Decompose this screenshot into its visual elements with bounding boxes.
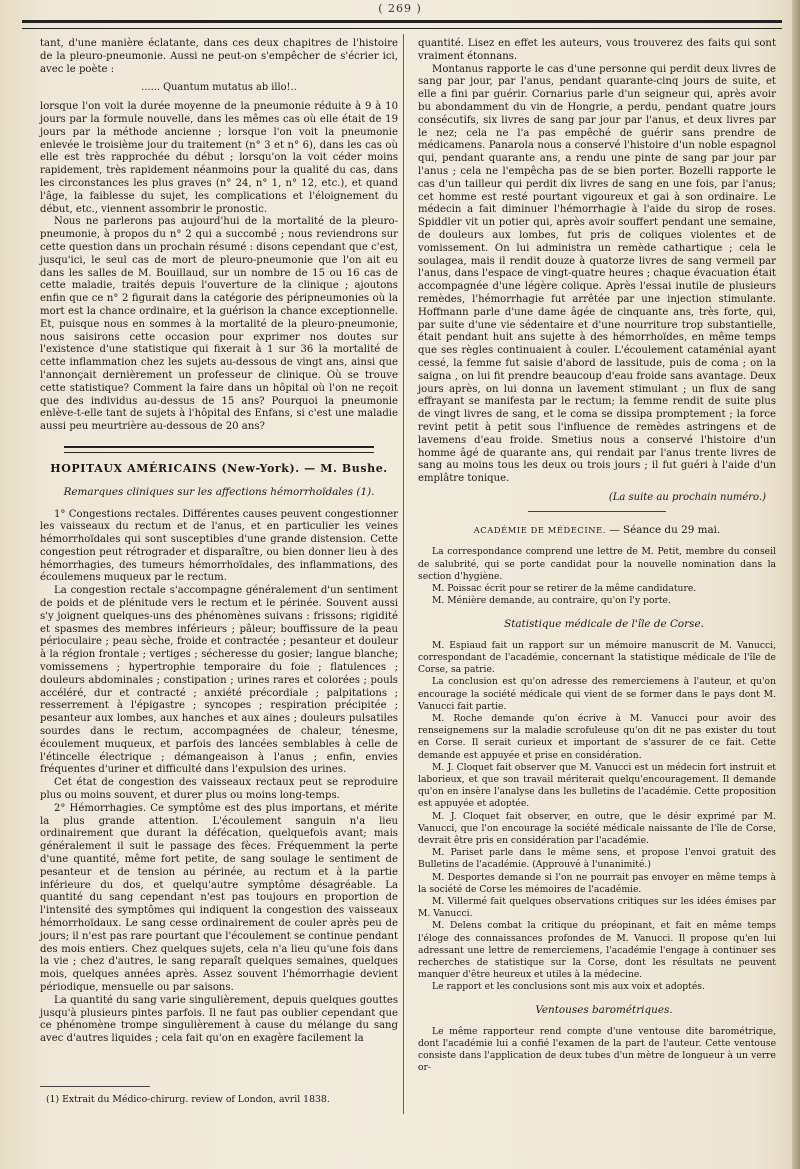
page-number: ( 269 ) bbox=[378, 2, 422, 15]
paragraph: M. Villermé fait quelques observations critiques sur les idées émises par M. Vanucci. bbox=[418, 895, 776, 920]
paragraph: tant, d'une manière éclatante, dans ces deux chapitres de l'histoire de la pleuro-pneumonie. Aussi ne peut-on s'empêcher de s'écrier ici, avec le poète : bbox=[40, 38, 398, 75]
separator-rule bbox=[528, 511, 666, 512]
left-column bbox=[40, 38, 398, 1046]
paragraph: M. Roche demande qu'on écrive à M. Vanucci pour avoir des renseignemens sur la maladie scrofuleuse qu'on dit ne pas exister du tout en Corse. Il serait curieux et important de s'assurer de ce fait. Cette demande est appuyée et prise en considération. bbox=[418, 712, 776, 761]
page-edge bbox=[792, 0, 800, 1169]
paragraph: La congestion rectale s'accompagne généralement d'un sentiment de poids et de plénitude vers le rectum et le périnée. Souvent aussi s'y joignent quelques-uns des phénomènes suivans : frissons; rigidité et spasmes des membres inférieurs ; pâleur; bouffissure de la peau périoculaire ; peau sèche, froide et contractée ; pesanteur et douleur à la région frontale ; vertiges ; sécheresse du gosier; langue blanche; vomissemens ; hypertrophie temporaire du foie ; flatulences ; douleurs abdominales ; constipation ; urines rares et colorées ; pouls accéléré, dur et contracté ; anxiété précordiale ; palpitations ; resserrement à l'épigastre ; syncopes ; respiration précipitée ; pesanteur aux lombes, aux hanches et aux aines ; douleurs pulsatiles sourdes dans le rectum, accompagnées de chaleur, ténesme, écoulement muqueux, et parfois des lancées semblables à celle de l'étincelle électrique ; démangeaison à l'anus ; enfin, envies fréquentes d'uriner et difficulté dans l'expulsion des urines. bbox=[40, 585, 398, 776]
article-subtitle: Remarques cliniques sur les affections hémorrhoïdales (1). bbox=[63, 485, 375, 498]
verse-quote: ...... Quantum mutatus ab illo!.. bbox=[141, 82, 297, 94]
paragraph: La conclusion est qu'on adresse des remerciemens à l'auteur, et qu'on encourage la société médicale qui vient de se former dans le pays dont M. Vanucci fait partie. bbox=[418, 676, 776, 712]
footnote: (1) Extrait du Médico-chirurg. review of London, avril 1838. bbox=[46, 1094, 330, 1105]
continued-note: (La suite au prochain numéro.) bbox=[608, 491, 766, 503]
paragraph: M. Desportes demande si l'on ne pourrait pas envoyer en même temps à la société de Corse les mémoires de l'académie. bbox=[418, 871, 776, 895]
subsection-title: Statistique médicale de l'île de Corse. bbox=[504, 617, 704, 630]
paragraph: M. Espiaud fait un rapport sur un mémoire manuscrit de M. Vanucci, correspondant de l'académie, concernant la statistique médicale de l'île de Corse, sa patrie. bbox=[418, 639, 776, 676]
paragraph: Cet état de congestion des vaisseaux rectaux peut se reproduire plus ou moins souvent, et durer plus ou moins long-temps. bbox=[40, 777, 398, 802]
paragraph: lorsque l'on voit la durée moyenne de la pneumonie réduite à 9 à 10 jours par la formule nouvelle, dans les mêmes cas où elle était de 19 jours par la méthode ancienne ; lorsque l'on voit la pneumonie enlevée le troisième jour du traitement (n° 3 et n° 6), dans les cas où elle est très rapprochée du début ; lorsqu'on la voit céder moins rapidement, très rapidement néanmoins pour la qualité du cas, dans les circonstances les plus graves (n° 24, n° 1, n° 12, etc.), et quand l'âge, la faiblesse du sujet, les complications et l'éloignement du début, etc., viennent assombrir le pronostic. bbox=[40, 101, 398, 215]
academy-name: ACADÉMIE DE MÉDECINE. bbox=[473, 524, 606, 535]
paragraph: 2° Hémorrhagies. Ce symptôme est des plus importans, et mérite la plus grande attention. L'écoulement sanguin n'a lieu ordinairement que durant la défécation, quelquefois avant; mais généralement il suit le passage des fèces. Fréquemment la perte d'une quantité, même fort petite, de sang soulage le sentiment de pesanteur et de tension au périnée, au rectum et à la partie inférieure du dos, et quelqu'autre symptôme désagréable. La quantité du sang cependant n'est pas toujours en proportion de l'intensité des symptômes qui indiquent la congestion des vaisseaux hémorrhoïdaux. Le sang cesse ordinairement de couler après peu de jours; il n'est pas rare pourtant que l'écoulement se continue pendant des mois entiers. Chez quelques sujets, cela n'a lieu qu'une fois dans la vie ; chez d'autres, le sang reparaît quelques semaines, quelques mois, quelques années après. Assez souvent l'hémorrhagie devient périodique, mensuelle ou par saisons. bbox=[40, 802, 398, 993]
paragraph: M. Poissac écrit pour se retirer de la même candidature. bbox=[432, 583, 697, 595]
paragraph: M. J. Cloquet fait observer, en outre, que le désir exprimé par M. Vanucci, que l'on encourage la société médicale naissante de l'île de Corse, devrait être pris en considération par l'académie. bbox=[418, 810, 776, 846]
column-divider bbox=[403, 34, 404, 1114]
paragraph: M. J. Cloquet fait observer que M. Vanucci est un médecin fort instruit et laborieux, et que son travail mériterait quelqu'encouragement. Il demande qu'on en insère l'analyse dans les bulletins de l'académie. Cette proposition est appuyée et adoptée. bbox=[418, 761, 776, 810]
paragraph: La correspondance comprend une lettre de M. Petit, membre du conseil de salubrité, qui se porte candidat pour la nouvelle nomination dans la section d'hygiène. bbox=[418, 546, 776, 582]
section-rule bbox=[64, 446, 374, 453]
academy-session: — Séance du 29 mai. bbox=[609, 523, 721, 536]
section-title: HOPITAUX AMÉRICAINS (New-York). — M. Bushe. bbox=[50, 461, 388, 475]
paragraph: quantité. Lisez en effet les auteurs, vous trouverez des faits qui sont vraiment étonnans. bbox=[418, 38, 776, 62]
paragraph: Le même rapporteur rend compte d'une ventouse dite barométrique, dont l'académie lui a confié l'examen de la part de l'auteur. Cette ventouse consiste dans l'application de deux tubes d'un mètre de longueur à un verre or- bbox=[418, 1025, 776, 1074]
paragraph: Nous ne parlerons pas aujourd'hui de la mortalité de la pleuro-pneumonie, à propos du n° 2 qui a succombé ; nous reviendrons sur cette question dans un prochain résumé : disons cependant que c'est, jusqu'ici, le seul cas de mort de pleuro-pneumonie que l'on ait eu dans les salles de M. Bouillaud, sur un nombre de 15 ou 16 cas de cette maladie, traités depuis l'ouverture de la clinique ; ajoutons enfin que ce n° 2 figurait dans la catégorie des péripneumonies où la mort est la chance ordinaire, et la guérison la chance exceptionnelle. Et, puisque nous en sommes à la mortalité de la pleuro-pneumonie, nous saisirons cette occasion pour exprimer nos doutes sur l'existence d'une statistique qui fixerait à 1 sur 36 la mortalité de cette inflammation chez les sujets au-dessous de vingt ans, ainsi que l'annonçait dernièrement un professeur de clinique. Où se trouve cette statistique? Comment la faire dans un hôpital où l'on ne reçoit que des individus au-dessus de 15 ans? Pourquoi la pneumonie enlève-t-elle tant de sujets à l'hôpital des Enfans, si c'est une maladie aussi peu meurtrière au-dessous de 20 ans? bbox=[40, 216, 398, 433]
paragraph: La quantité du sang varie singulièrement, depuis quelques gouttes jusqu'à plusieurs pintes parfois. Il ne faut pas oublier cependant que ce phénomène trompe singulièrement à cause du mélange du sang avec d'autres liquides ; cela fait qu'on en exagère facilement la bbox=[40, 994, 398, 1045]
right-column bbox=[418, 38, 776, 1075]
paragraph: 1° Congestions rectales. Différentes causes peuvent congestionner les vaisseaux du rectum et de l'anus, et en particulier les veines hémorrhoïdales qui sont susceptibles d'une grande distension. Cette congestion peut rétrograder et disparaître, ou bien donner lieu à des hémorrhagies, des tumeurs hémorrhoïdales, des inflammations, des écoulemens muqueux par le rectum. bbox=[40, 508, 398, 584]
academy-report bbox=[418, 546, 776, 1074]
paragraph: M. Ménière demande, au contraire, qu'on l'y porte. bbox=[432, 595, 671, 607]
paragraph: M. Pariset parle dans le même sens, et propose l'envoi gratuit des Bulletins de l'académie. (Approuvé à l'unanimité.) bbox=[418, 847, 776, 871]
academy-heading bbox=[418, 524, 776, 537]
footnote-rule bbox=[40, 1086, 150, 1087]
header-rule bbox=[22, 20, 782, 29]
paragraph: Le rapport et les conclusions sont mis aux voix et adoptés. bbox=[432, 981, 705, 993]
paragraph: Montanus rapporte le cas d'une personne qui perdit deux livres de sang par jour, par l'anus, pendant quarante-cinq jours de suite, et elle a fini par guérir. Cornarius parle d'un seigneur qui, après avoir bu abondamment du vin de Hongrie, a perdu, pendant quatre jours consécutifs, six livres de sang par jour par l'anus, et deux livres par le nez; cela ne l'a pas empêché de guérir sans prendre de médicamens. Panarola nous a conservé l'histoire d'un noble espagnol qui, pendant quarante ans, a rendu une pinte de sang par jour par l'anus ; cela ne l'empêcha pas de se bien porter. Bozelli rapporte le cas d'un tailleur qui perdit dix livres de sang en une fois, par l'anus; cet homme est resté pourtant vigoureux et gai à son ordinaire. Le médecin a fait diminuer l'hémorrhagie à l'aide du sirop de roses. Spiddler vit un potier qui, après avoir souffert pendant une semaine, de douleurs aux lombes, fut pris de coliques violentes et de vomissement. On lui administra un remède cathartique ; cela le soulagea, mais il rendit douze à quatorze livres de sang vermeil par l'anus, dans l'espace de vingt-quatre heures ; chaque évacuation était accompagnée d'une légère colique. Après l'essai inutile de plusieurs remèdes, l'hémorrhagie fut arrêtée par une injection stimulante. Hoffmann parle d'une dame âgée de cinquante ans, très forte, qui, par suite d'une vie sédentaire et d'une nourriture trop substantielle, était pendant huit ans sujette à des hémorrhoïdes, en même temps que ses règles continuaient à couler. L'écoulement cataménial ayant cessé, la femme fut saisie d'abord de lassitude, puis de coma ; on la saigna , on lui fit prendre beaucoup d'eau froide sans avantage. Deux jours après, on lui donna un lavement stimulant ; un flux de sang effrayant se manifesta par le rectum; la femme rendit de suite plus de vingt livres de sang, et le coma se dissipa promptement ; la force revint petit à petit sous l'influence de remèdes astringens et de lavemens d'eau froide. Smetius nous a conservé l'histoire d'un homme âgé de quarante ans, qui rendait par l'anus trente livres de sang au moins tous les deux ou trois jours ; il fut guéri à l'aide d'un emplâtre tonique. bbox=[418, 63, 776, 485]
subsection-title: Ventouses barométriques. bbox=[535, 1003, 673, 1016]
paragraph: M. Delens combat la critique du préopinant, et fait en même temps l'éloge des connaissances profondes de M. Vanucci. Il propose qu'en lui adressant une lettre de remerciemens, l'académie l'engage à continuer ses recherches de statistique sur la Corse, dont les résultats ne peuvent manquer d'être heureux et utiles à la médecine. bbox=[418, 920, 776, 981]
